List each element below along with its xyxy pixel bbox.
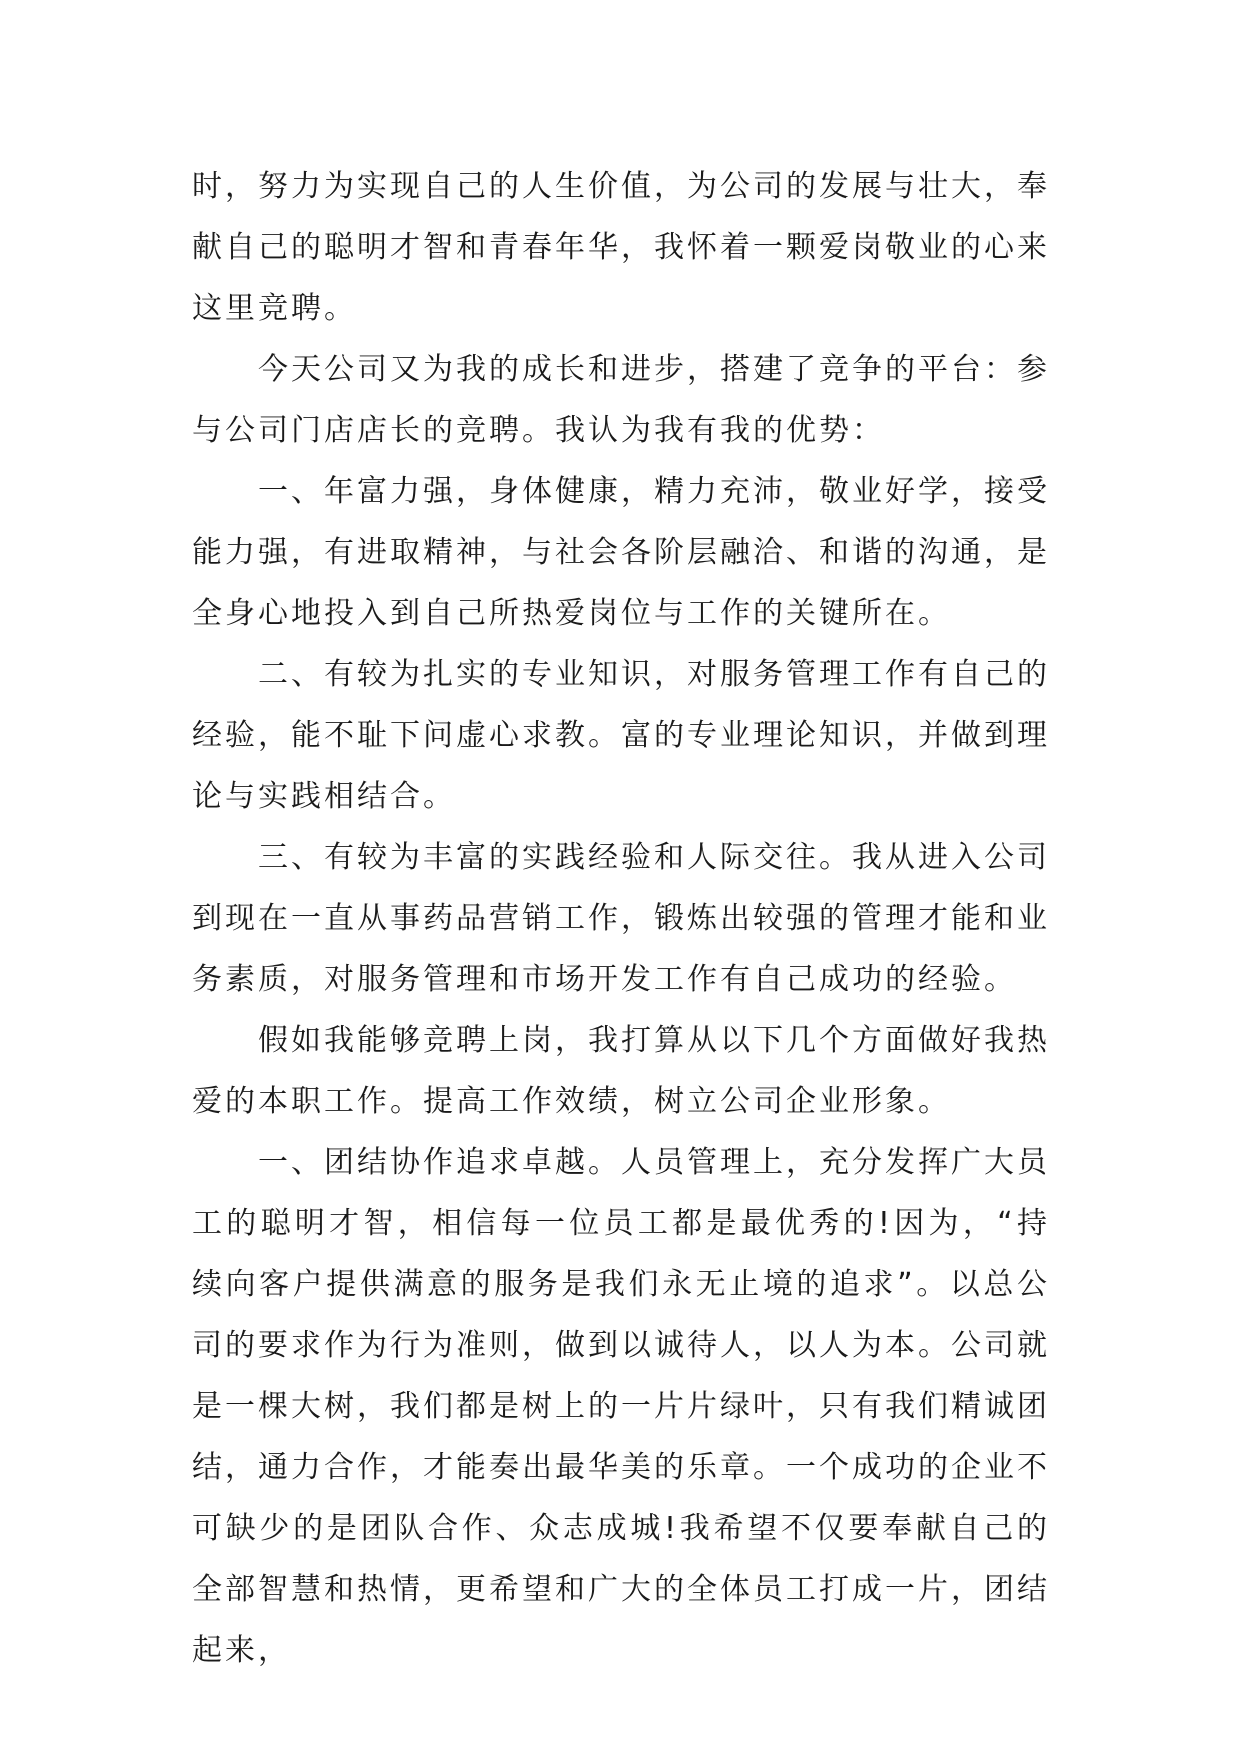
document-body — [192, 156, 1050, 1681]
paragraph-6: 假如我能够竞聘上岗，我打算从以下几个方面做好我热爱的本职工作。提高工作效绩，树立公司企业形象。 — [192, 1023, 1050, 1119]
paragraph-7: 一、团结协作追求卓越。人员管理上，充分发挥广大员工的聪明才智，相信每一位员工都是最优秀的!因为，“持续向客户提供满意的服务是我们永无止境的追求”。以总公司的要求作为行为准则，做到以诚待人，以人为本。公司就是一棵大树，我们都是树上的一片片绿叶，只有我们精诚团结，通力合作，才能奏出最华美的乐章。一个成功的企业不可缺少的是团队合作、众志成城!我希望不仅要奉献自己的全部智慧和热情，更希望和广大的全体员工打成一片，团结起来， — [192, 1145, 1050, 1668]
paragraph-4: 二、有较为扎实的专业知识，对服务管理工作有自己的经验，能不耻下问虚心求教。富的专业理论知识，并做到理论与实践相结合。 — [192, 657, 1050, 814]
paragraph-1: 时，努力为实现自己的人生价值，为公司的发展与壮大，奉献自己的聪明才智和青春年华，我怀着一颗爱岗敬业的心来这里竞聘。 — [192, 169, 1050, 326]
paragraph-5: 三、有较为丰富的实践经验和人际交往。我从进入公司到现在一直从事药品营销工作，锻炼出较强的管理才能和业务素质，对服务管理和市场开发工作有自己成功的经验。 — [192, 840, 1050, 997]
paragraph-3: 一、年富力强，身体健康，精力充沛，敬业好学，接受能力强，有进取精神，与社会各阶层融洽、和谐的沟通，是全身心地投入到自己所热爱岗位与工作的关键所在。 — [192, 474, 1050, 631]
paragraph-2: 今天公司又为我的成长和进步，搭建了竞争的平台：参与公司门店店长的竞聘。我认为我有我的优势： — [192, 352, 1050, 448]
